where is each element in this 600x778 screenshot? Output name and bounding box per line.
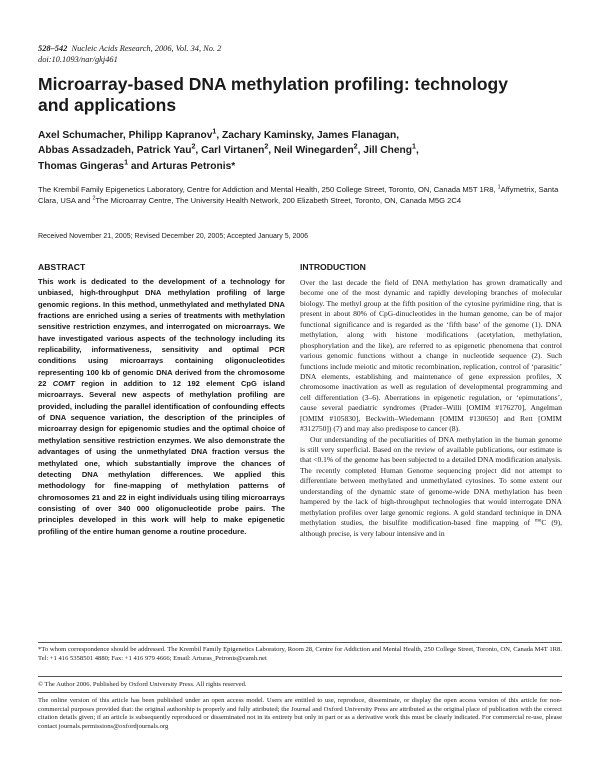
copyright-note: © The Author 2006. Published by Oxford University Press. All rights reserved.	[38, 681, 247, 688]
affiliation-mark: 2	[92, 195, 96, 202]
author-text: Axel Schumacher, Philipp Kapranov	[38, 130, 213, 141]
author-text: , Jill Cheng	[357, 145, 412, 157]
abstract-heading: ABSTRACT	[38, 262, 86, 272]
intro-text: Our understanding of the peculiarities of DNA methylation in the human genome is still very superficial. Based on the review of available publications, our estimate is that <0.1% of the genome has been subjected to a detailed DNA modification analysis. The recently completed Human Genome sequencing project did not attempt to differentiate between methylated and unmethylated cytosines. To some extent our understanding of the dynamic state of genome-wide DNA methylation has been hampered by the lack of high-throughput technologies that would interrogate DNA methylation profiles over large genomic regions. A gold standard technique in DNA methylation studies, the bisulfite modification-based fine mapping of	[300, 434, 562, 528]
citation-line	[38, 43, 221, 54]
author-text: , Neil Winegarden	[268, 145, 354, 157]
author-text: and Arturas Petronis*	[128, 160, 236, 172]
affiliation-mark: 1	[497, 184, 501, 191]
affiliation-mark: 2	[264, 142, 269, 151]
introduction-body	[300, 278, 562, 539]
intro-paragraph: Over the last decade the field of DNA methylation has grown dramatically and become one of the most dynamic and rapidly developing branches of molecular biology. The methyl group at the fifth position of the cytosine pyrimidine ring, that is present in about 80% of CpG-dinucleotides in the human genome, can be of major functional significance and is regarded as the ‘fifth base’ of the genome (1). DNA methylation, along with histone modifications (acetylation, methylation, phosphorylation and the like), are referred to as epigenetic phenomena that control various genomic functions without a change in nucleotide sequence (2). Such functions include meiotic and mitotic recombination, replication, control of ‘parasitic’ DNA elements, establishing and maintenance of gene expression profiles, X chromosome inactivation as well as regulation of developmental programming and cell differentiation (3–6). Aberrations in epigenetic regulation, or ‘epimutations’, cause several paediatric syndromes (Prader–Willi [OMIM #176270], Angelman [OMIM #105830], Beckwith–Wiedemann [OMIM #130650] and Rett [OMIM #312750]) (7) and may also predispose to cancer (8).	[300, 278, 562, 434]
author-list	[38, 128, 562, 174]
author-text: , Carl Virtanen	[195, 145, 265, 157]
paper-page	[38, 0, 562, 778]
abstract-text: This work is dedicated to the development of a technology for unbiased, high-throughput DNA methylation profiling of large genomic regions. In this method, unmethylated and methylated DNA fractions are enriched using a series of treatments with methylation sensitive restriction enzymes, and interrogated on microarrays. We have investigated various aspects of the technology including its replicability, informativeness, sensitivity and optimal PCR conditions using microarrays containing oligonucleotides representing 100 kb of genomic DNA derived from the chromosome 22	[38, 277, 285, 389]
affiliation-text: The Krembil Family Epigenetics Laboratory, Centre for Addiction and Mental Health, 250 College Street, Toronto, ON, Canada M5T 1R8,	[38, 185, 498, 194]
affiliation-mark: 2	[191, 142, 196, 151]
author-text: , Zachary Kaminsky, James Flanagan,	[216, 130, 400, 141]
introduction-heading: INTRODUCTION	[300, 262, 366, 272]
correspondence-note: *To whom correspondence should be addressed. The Krembil Family Epigenetics Laboratory, Room 28, Centre for Addiction and Mental Health, 250 College Street, Toronto, ON, Canada M4T 1R8. Tel: +1 416 5358501 4880; Fax: +1 416 979 4666; Email: Arturas_Petronis@camh.net	[38, 646, 562, 662]
affiliation-mark: 1	[124, 158, 129, 167]
author-text: Thomas Gingeras	[38, 160, 125, 172]
journal-header	[38, 43, 221, 65]
footnote-divider	[38, 642, 562, 643]
affiliation-mark: 2	[353, 142, 358, 151]
license-note: The online version of this article has been published under an open access model. Users are entitled to use, reproduce, disseminate, or display the open access version of this article for non-commercial purposes provided that: the original authorship is properly and fully attributed; the Journal and Oxford University Press are attributed as the original place of publication with the correct citation details given; if an article is subsequently reproduced or disseminated not in its entirety but only in part or as a derivative work this must be clearly indicated. For commercial re-use, please contact journals.permissions@oxfordjournals.org	[38, 697, 562, 730]
affiliation-mark: 1	[411, 142, 416, 151]
received-dates: Received November 21, 2005; Revised December 20, 2005; Accepted January 5, 2006	[38, 233, 309, 240]
page-range: 528–542	[38, 44, 68, 53]
footnote-divider	[38, 676, 562, 677]
superscript: me	[534, 517, 542, 524]
footnote-divider	[38, 692, 562, 693]
abstract-body	[38, 276, 285, 537]
affiliations	[38, 185, 562, 207]
gene-name: COMT	[52, 379, 75, 389]
paper-title: Microarray-based DNA methylation profiling: technology and applications	[38, 74, 508, 115]
journal-citation: Nucleic Acids Research, 2006, Vol. 34, No. 2	[71, 44, 222, 53]
author-text: Abbas Assadzadeh, Patrick Yau	[38, 145, 192, 157]
affiliation-mark: 1	[212, 127, 217, 136]
intro-paragraph	[300, 435, 562, 539]
affiliation-text: Affymetrix, Santa Clara, USA and	[38, 185, 559, 205]
affiliation-text: The Microarray Centre, The University Health Network, 200 Elizabeth Street, Toronto, ON, Canada M5G 2C4	[95, 195, 462, 205]
abstract-text: region in addition to 12 192 element CpG island microarrays. Several new aspects of methylation profiling are provided, including the parallel identification of confounding effects of DNA sequence variation, the description of the principles of microarray design for epigenomic studies and the optimal choice of methylation sensitive restriction enzymes. We also demonstrate the advantages of using the unmethylated DNA fraction versus the methylated one, which substantially improve the chances of detecting DNA methylation differences. We applied this methodology for fine-mapping of methylation patterns of chromosomes 21 and 22 in eight individuals using tiling microarrays consisting of over 340 000 oligonucleotide probe pairs. The principles developed in this work will help to make epigenetic profiling of the entire human genome a routine procedure.	[38, 379, 285, 536]
doi: doi:10.1093/nar/gkj461	[38, 55, 118, 64]
intro-text: C (9), although precise, is very labour intensive and in	[300, 518, 563, 538]
author-text: ,	[415, 145, 419, 157]
